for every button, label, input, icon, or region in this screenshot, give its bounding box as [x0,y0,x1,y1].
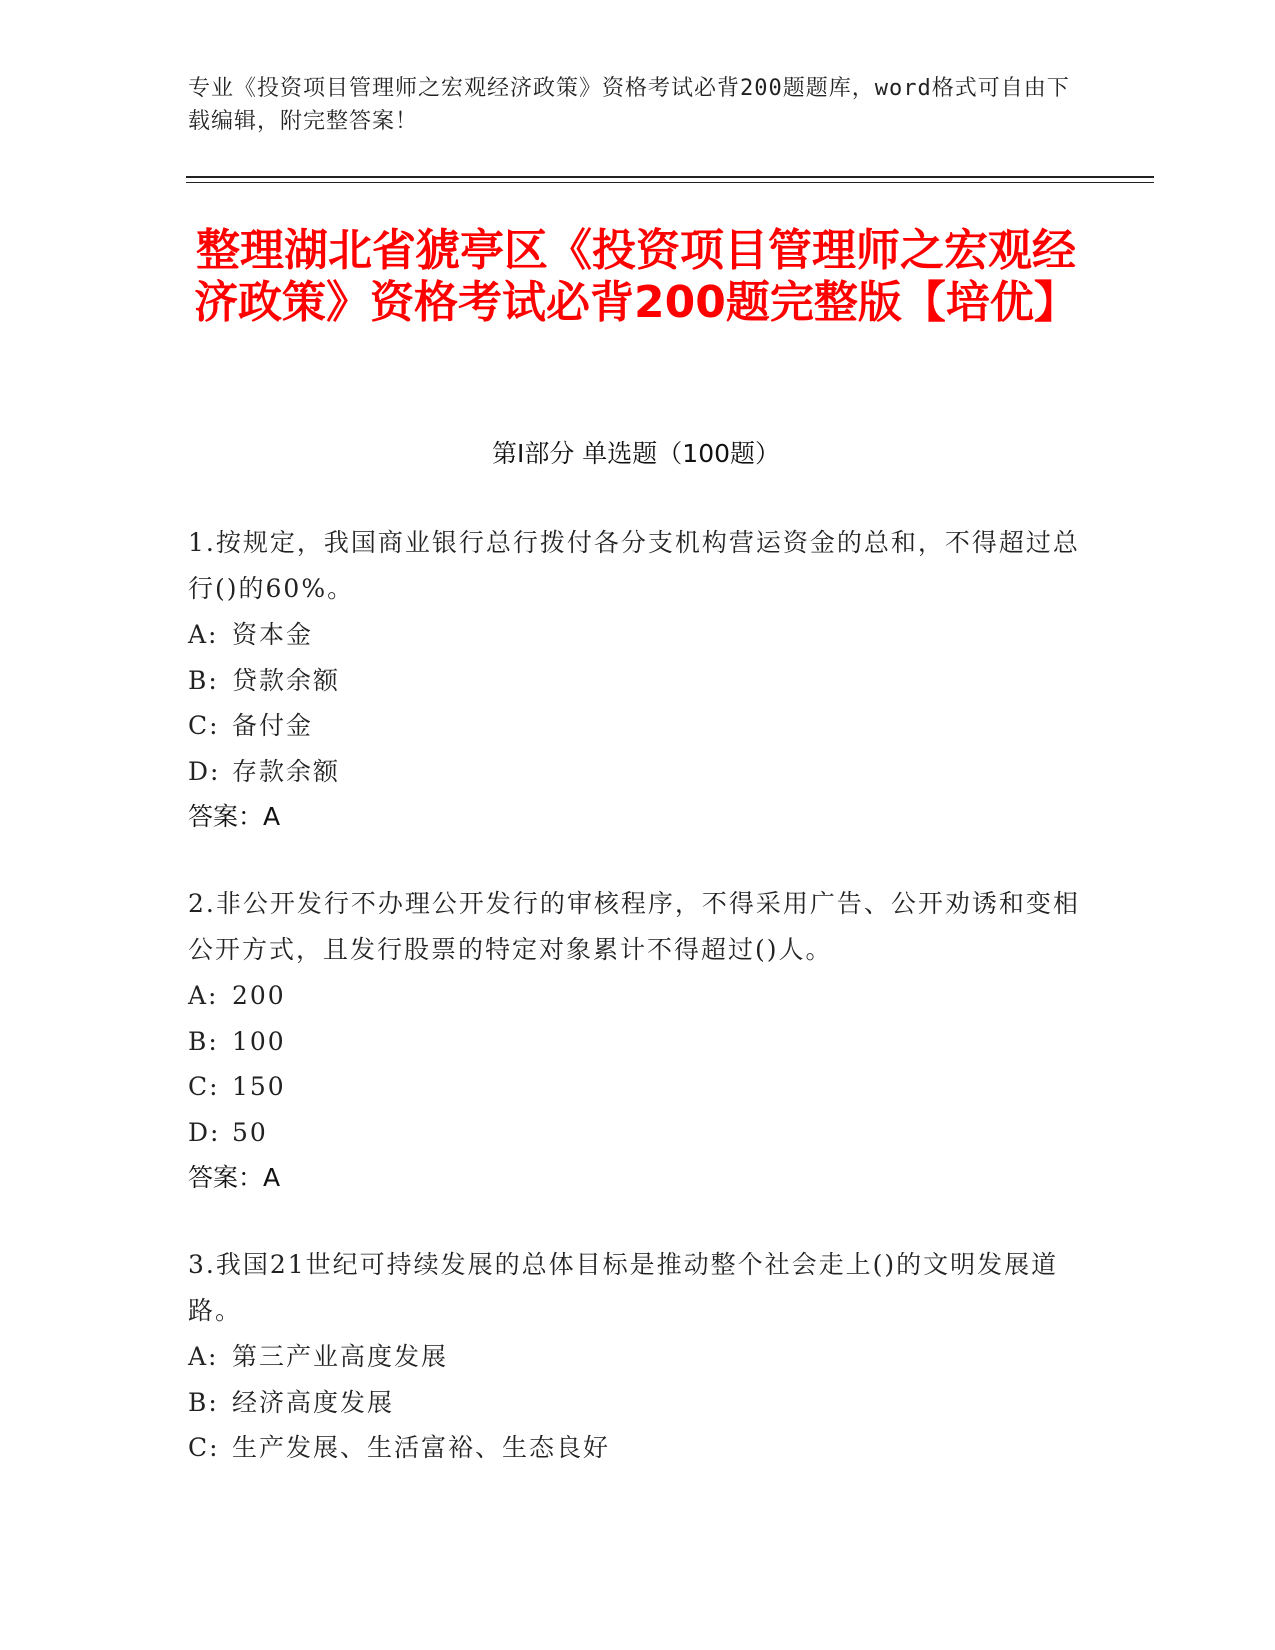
option-text: 150 [232,1072,286,1101]
option-text: 经济高度发展 [232,1387,395,1417]
question-text: 1.按规定，我国商业银行总行拨付各分支机构营运资金的总和，不得超过总行()的60%。 [188,528,1080,603]
option-a [188,612,1088,658]
option-letter: C: [188,1433,220,1462]
option-text: 50 [232,1117,268,1147]
option-letter: C: [188,1072,220,1101]
option-letter: A: [188,620,219,649]
option-letter: A: [188,1342,219,1371]
answer: 答案：A [188,1163,281,1192]
question-1 [188,520,1088,840]
option-letter: B: [188,1387,219,1417]
option-text: 存款余额 [232,756,341,786]
option-b [188,658,1088,704]
option-b [188,1380,1088,1426]
option-c [188,703,1088,749]
option-text: 资本金 [232,620,314,649]
option-d [188,749,1088,795]
option-d [188,1110,1088,1156]
document-title: 整理湖北省猇亭区《投资项目管理师之宏观经济政策》资格考试必背200题完整版【培优】 [194,225,1078,328]
option-letter: A: [188,981,219,1010]
header-divider-thick [186,176,1154,178]
option-letter: B: [188,1026,219,1056]
option-a [188,1334,1088,1380]
section-title: 第Ⅰ部分 单选题（100题） [491,439,781,468]
question-2 [188,881,1088,1201]
option-text: 200 [232,981,286,1010]
option-text: 贷款余额 [232,665,341,695]
answer: 答案：A [188,802,281,831]
option-c [188,1425,1088,1471]
header-divider-thin [186,182,1154,183]
question-3 [188,1242,1088,1471]
header-note: 专业《投资项目管理师之宏观经济政策》资格考试必背200题题库，word格式可自由下载编辑，附完整答案！ [188,76,1070,134]
option-c [188,1064,1088,1110]
option-letter: C: [188,711,220,740]
option-text: 备付金 [232,711,314,740]
option-text: 第三产业高度发展 [232,1342,449,1371]
question-text: 3.我国21世纪可持续发展的总体目标是推动整个社会走上()的文明发展道路。 [188,1250,1059,1325]
option-letter: D: [188,1117,221,1147]
option-a [188,973,1088,1019]
option-b [188,1019,1088,1065]
option-letter: B: [188,665,219,695]
option-text: 100 [232,1026,286,1056]
option-letter: D: [188,756,221,786]
option-text: 生产发展、生活富裕、生态良好 [232,1433,611,1462]
question-text: 2.非公开发行不办理公开发行的审核程序，不得采用广告、公开劝诱和变相公开方式，且发行股票的特定对象累计不得超过()人。 [188,889,1080,964]
